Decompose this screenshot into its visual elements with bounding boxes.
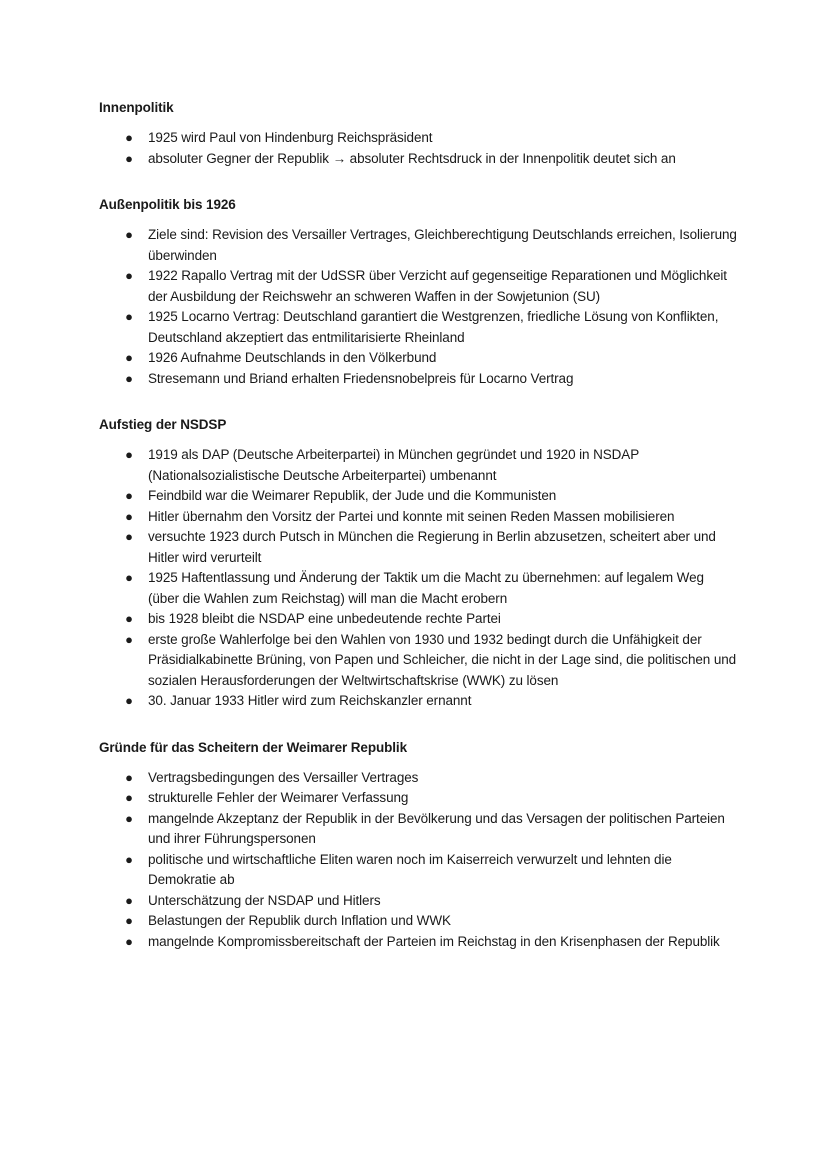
list-item — [99, 369, 738, 390]
list-item-text: 1925 wird Paul von Hindenburg Reichspräsident — [148, 130, 433, 145]
bullet-icon: ● — [125, 130, 133, 145]
bullet-icon: ● — [125, 790, 133, 805]
list-item-text: absoluter Gegner der Republik → absoluter Rechtsdruck in der Innenpolitik deutet sich an — [148, 150, 676, 166]
list-item-text: erste große Wahlerfolge bei den Wahlen von 1930 und 1932 bedingt durch die Unfähigkeit der Präsidialkabinette Brüning, von Papen und Schleicher, die nicht in der Lage sind, die politischen und sozialen Herausforderungen der Weltwirtschaftskrise (WWK) zu lösen — [148, 631, 737, 688]
list-item-text: Belastungen der Republik durch Inflation und WWK — [148, 913, 451, 928]
list-item — [99, 507, 738, 528]
list-item-text: 1926 Aufnahme Deutschlands in den Völkerbund — [148, 350, 437, 365]
list-item-text: 1925 Haftentlassung und Änderung der Taktik um die Macht zu übernehmen: auf legalem Weg (über die Wahlen zum Reichstag) will man die Macht erobern — [148, 570, 704, 606]
list-item-text: versuchte 1923 durch Putsch in München die Regierung in Berlin abzusetzen, scheitert aber und Hitler wird verurteilt — [148, 529, 716, 565]
list-item — [99, 348, 738, 369]
list-item-text: mangelnde Kompromissbereitschaft der Parteien im Reichstag in den Krisenphasen der Republik — [148, 933, 720, 949]
list-item — [99, 691, 738, 712]
list-item — [99, 891, 738, 912]
list-item — [99, 809, 738, 850]
section-heading: Außenpolitik bis 1926 — [99, 197, 236, 212]
list-item-text: strukturelle Fehler der Weimarer Verfassung — [148, 790, 409, 805]
list-item-text: politische und wirtschaftliche Eliten waren noch im Kaiserreich verwurzelt und lehnten die Demokratie ab — [148, 851, 672, 887]
bullet-icon: ● — [125, 529, 133, 544]
bullet-list — [99, 445, 738, 712]
bullet-icon: ● — [125, 150, 133, 166]
list-item-text: Unterschätzung der NSDAP und Hitlers — [148, 892, 381, 908]
list-item-text: bis 1928 bleibt die NSDAP eine unbedeutende rechte Partei — [148, 611, 501, 626]
list-item-text: Feindbild war die Weimarer Republik, der Jude und die Kommunisten — [148, 488, 557, 503]
section-gruende-scheitern — [99, 738, 738, 953]
bullet-icon: ● — [125, 810, 133, 826]
bullet-icon: ● — [125, 851, 133, 867]
list-item — [99, 266, 738, 307]
list-item — [99, 486, 738, 507]
bullet-icon: ● — [125, 913, 133, 928]
list-item-text: Vertragsbedingungen des Versailler Vertrages — [148, 769, 419, 785]
list-item — [99, 609, 738, 630]
list-item — [99, 932, 738, 953]
list-item-text: 1925 Locarno Vertrag: Deutschland garantiert die Westgrenzen, friedliche Lösung von Konflikten, Deutschland akzeptiert das entmilitarisierte Rheinland — [148, 309, 719, 345]
section-heading: Innenpolitik — [99, 100, 174, 115]
list-item-text: Stresemann und Briand erhalten Friedensnobelpreis für Locarno Vertrag — [148, 370, 574, 386]
list-item — [99, 630, 738, 692]
list-item — [99, 527, 738, 568]
section-heading: Gründe für das Scheitern der Weimarer Republik — [99, 739, 407, 755]
bullet-icon: ● — [125, 508, 133, 524]
bullet-icon: ● — [125, 370, 133, 386]
list-item-text: 1919 als DAP (Deutsche Arbeiterpartei) in München gegründet und 1920 in NSDAP (Nationalsozialistische Deutsche Arbeiterpartei) umbenannt — [148, 447, 639, 483]
bullet-icon: ● — [125, 227, 133, 242]
list-item — [99, 307, 738, 348]
list-item-text: Ziele sind: Revision des Versailler Vertrages, Gleichberechtigung Deutschlands erreichen, Isolierung überwinden — [148, 227, 737, 263]
bullet-list — [99, 128, 738, 169]
bullet-icon: ● — [125, 447, 133, 462]
bullet-icon: ● — [125, 892, 133, 908]
section-innenpolitik — [99, 98, 738, 169]
list-item-text: Hitler übernahm den Vorsitz der Partei und konnte mit seinen Reden Massen mobilisieren — [148, 508, 675, 524]
list-item — [99, 911, 738, 932]
section-aufstieg-nsdap — [99, 415, 738, 712]
list-item — [99, 568, 738, 609]
bullet-icon: ● — [125, 488, 133, 503]
list-item-text: 30. Januar 1933 Hitler wird zum Reichskanzler ernannt — [148, 693, 472, 708]
bullet-icon: ● — [125, 611, 133, 626]
bullet-icon: ● — [125, 309, 133, 324]
list-item-text: 1922 Rapallo Vertrag mit der UdSSR über Verzicht auf gegenseitige Reparationen und Möglichkeit der Ausbildung der Reichswehr an schweren Waffen in der Sowjetunion (SU) — [148, 268, 727, 304]
bullet-icon: ● — [125, 350, 133, 365]
list-item — [99, 225, 738, 266]
bullet-icon: ● — [125, 769, 133, 785]
bullet-icon: ● — [125, 933, 133, 949]
list-item — [99, 788, 738, 809]
list-item — [99, 768, 738, 789]
section-aussenpolitik — [99, 195, 738, 389]
bullet-list — [99, 768, 738, 953]
list-item — [99, 149, 738, 170]
bullet-icon: ● — [125, 693, 133, 708]
section-heading: Aufstieg der NSDSP — [99, 417, 227, 432]
bullet-icon: ● — [125, 570, 133, 585]
list-item — [99, 445, 738, 486]
bullet-icon: ● — [125, 268, 133, 283]
bullet-list — [99, 225, 738, 389]
list-item — [99, 128, 738, 149]
bullet-icon: ● — [125, 631, 133, 647]
list-item-text: mangelnde Akzeptanz der Republik in der Bevölkerung und das Versagen der politischen Parteien und ihrer Führungspersonen — [148, 810, 725, 846]
list-item — [99, 850, 738, 891]
